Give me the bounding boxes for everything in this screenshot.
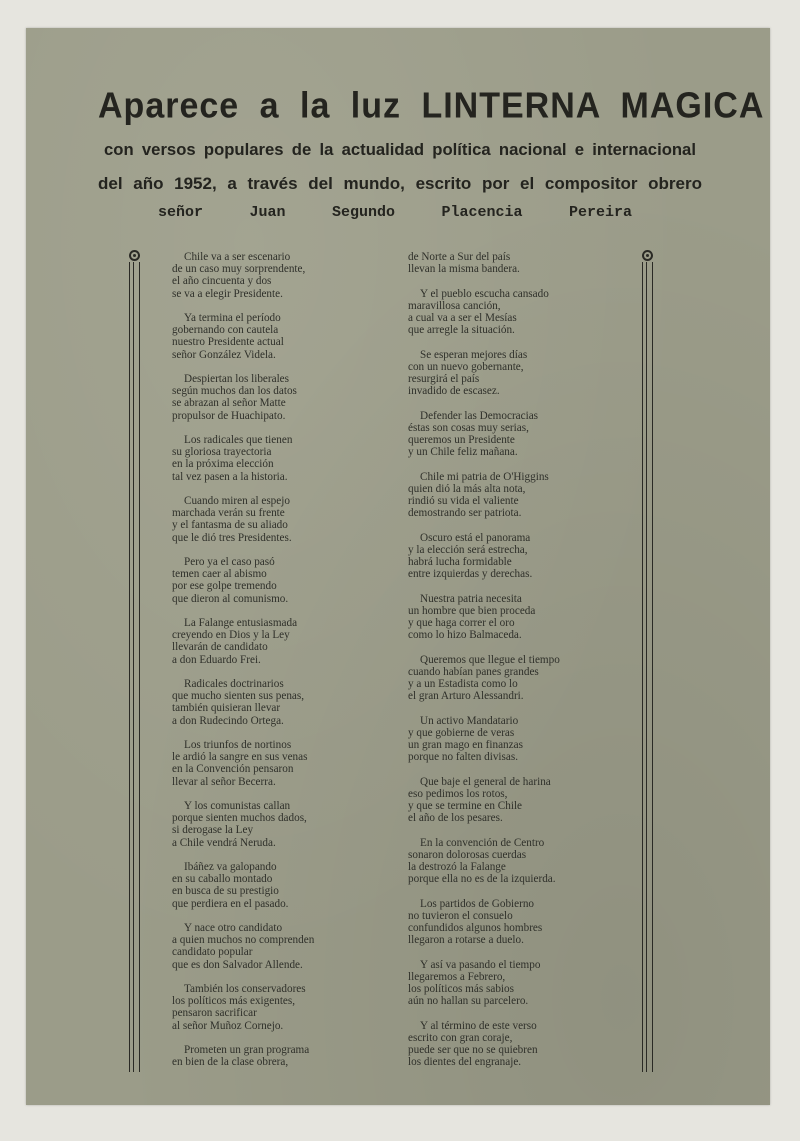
verse-line: creyendo en Dios y la Ley — [172, 629, 290, 642]
verse-line: Oscuro está el panorama — [420, 531, 531, 544]
verse-line: Y los comunistas callan — [184, 800, 291, 812]
stanza — [172, 800, 402, 849]
verse-column-left — [172, 251, 402, 1081]
verse-line: habrá lucha formidable — [408, 556, 512, 568]
stanza — [172, 983, 402, 1032]
stanza — [408, 898, 638, 947]
verse-line: entre izquierdas y derechas. — [408, 568, 533, 581]
stanza — [408, 654, 638, 703]
stanza — [408, 776, 638, 825]
verse-line: La Falange entusiasmada — [184, 617, 298, 629]
verse-line: a cual va a ser el Mesías — [408, 312, 517, 324]
verse-line: los políticos más sabios — [408, 983, 514, 995]
verse-line: escrito con gran coraje, — [408, 1031, 513, 1044]
verse-line: y a un Estadista como lo — [408, 678, 518, 690]
verse-line: porque sienten muchos dados, — [172, 812, 307, 825]
verse-line: cuando habían panes grandes — [408, 665, 539, 678]
verse-line: y que se termine en Chile — [408, 800, 523, 812]
verse-line: que perdiera en el pasado. — [172, 897, 289, 910]
verse-line: nuestro Presidente actual — [172, 336, 284, 349]
stanza — [172, 861, 402, 910]
verse-line: le ardió la sangre en sus venas — [172, 751, 308, 764]
verse-line: con un nuevo gobernante, — [408, 360, 524, 373]
verse-line: un hombre que bien proceda — [408, 604, 536, 617]
verse-line: según muchos dan los datos — [172, 385, 297, 398]
stanza — [408, 715, 638, 764]
verse-line: su gloriosa trayectoria — [172, 446, 272, 459]
stanza — [408, 959, 638, 1008]
verse-line: llevar al señor Becerra. — [172, 775, 276, 788]
stanza — [408, 251, 638, 275]
verse-line: llevarán de candidato — [172, 641, 268, 654]
verse-line: Ibáñez va galopando — [184, 861, 277, 873]
verse-line: a don Eduardo Frei. — [172, 653, 261, 666]
verse-line: que dieron al comunismo. — [172, 592, 289, 605]
verse-line: que es don Salvador Allende. — [172, 958, 303, 971]
stanza — [172, 434, 402, 483]
stanza — [408, 349, 638, 398]
verse-line: maravillosa canción, — [408, 299, 501, 312]
verse-line: Pero ya el caso pasó — [184, 556, 275, 568]
verse-line: porque ella no es de la izquierda. — [408, 873, 556, 886]
verse-line: Defender las Democracias — [420, 409, 539, 422]
verse-line: Que baje el general de harina — [420, 775, 551, 788]
verse-line: Se esperan mejores días — [420, 348, 528, 361]
verse-line: en la Convención pensaron — [172, 763, 294, 776]
verse-line: se va a elegir Presidente. — [172, 287, 283, 300]
verse-line: y un Chile feliz mañana. — [408, 446, 518, 459]
verse-line: Despiertan los liberales — [184, 373, 290, 385]
verse-line: Los radicales que tienen — [184, 434, 293, 446]
stanza — [172, 312, 402, 361]
stanza — [172, 678, 402, 727]
verse-line: llevan la misma bandera. — [408, 263, 520, 276]
verse-line: Y el pueblo escucha cansado — [420, 287, 549, 300]
verse-line: en su caballo montado — [172, 873, 273, 886]
verse-line: Chile mi patria de O'Higgins — [420, 470, 549, 483]
verse-line: Ya termina el período — [184, 312, 281, 324]
verse-line: que arregle la situación. — [408, 324, 515, 337]
verse-line: eso pedimos los rotos, — [408, 787, 508, 800]
verse-line: se abrazan al señor Matte — [172, 397, 286, 410]
verse-line: tal vez pasen a la historia. — [172, 470, 288, 483]
verse-line: confundidos algunos hombres — [408, 922, 543, 934]
stanza — [408, 288, 638, 337]
verse-line: en busca de su prestigio — [172, 885, 279, 898]
verse-column-right — [408, 251, 638, 1081]
verse-line: pensaron sacrificar — [172, 1007, 257, 1020]
verse-line: llegaron a rotarse a duelo. — [408, 934, 524, 947]
stanza — [172, 251, 402, 300]
ornament-right-icon — [642, 250, 653, 261]
verse-line: llegaremos a Febrero, — [408, 970, 506, 983]
stanza — [408, 837, 638, 886]
verse-line: También los conservadores — [184, 983, 306, 995]
verse-line: queremos un Presidente — [408, 434, 515, 446]
stanza — [172, 556, 402, 605]
stanza — [172, 922, 402, 971]
stanza — [408, 471, 638, 520]
verse-line: los dientes del engranaje. — [408, 1056, 522, 1069]
verse-line: Un activo Mandatario — [420, 714, 519, 727]
verse-line: que le dió tres Presidentes. — [172, 531, 292, 544]
verse-line: al señor Muñoz Cornejo. — [172, 1019, 284, 1032]
verse-line: Los triunfos de nortinos — [184, 739, 292, 751]
stanza — [408, 410, 638, 459]
verse-line: a don Rudecindo Ortega. — [172, 714, 284, 727]
stanza — [172, 739, 402, 788]
verse-line: y el fantasma de su aliado — [172, 519, 288, 532]
verse-line: temen caer al abismo — [172, 568, 267, 581]
verse-line: puede ser que no se quiebren — [408, 1044, 538, 1056]
verse-line: sonaron dolorosas cuerdas — [408, 848, 527, 861]
verse-line: Radicales doctrinarios — [184, 678, 284, 690]
verse-line: rindió su vida el valiente — [408, 495, 519, 507]
verse-line: y la elección será estrecha, — [408, 543, 528, 556]
verse-line: Nuestra patria necesita — [420, 592, 522, 605]
verse-line: Chile va a ser escenario — [184, 251, 291, 263]
verse-line: a Chile vendrá Neruda. — [172, 836, 276, 849]
left-vertical-rule — [129, 262, 140, 1072]
verse-line: aún no hallan su parcelero. — [408, 995, 529, 1008]
stanza — [172, 617, 402, 666]
verse-line: los políticos más exigentes, — [172, 995, 296, 1008]
stanza — [408, 1020, 638, 1069]
verse-line: Y así va pasando el tiempo — [420, 958, 541, 971]
verse-line: no tuvieron el consuelo — [408, 909, 513, 922]
verse-line: éstas son cosas muy serias, — [408, 421, 529, 434]
verse-line: demostrando ser patriota. — [408, 507, 522, 520]
right-vertical-rule — [642, 262, 653, 1072]
verse-line: de Norte a Sur del país — [408, 251, 511, 263]
verse-line: Y al término de este verso — [420, 1019, 537, 1032]
verse-line: marchada verán su frente — [172, 507, 285, 520]
stanza — [172, 1044, 402, 1068]
verse-line: el año cincuenta y dos — [172, 275, 272, 288]
verse-line: Cuando miren al espejo — [184, 495, 290, 507]
verse-line: en la próxima elección — [172, 458, 274, 471]
verse-line: también quisieran llevar — [172, 702, 281, 715]
author-line: señor Juan Segundo Placencia Pereira — [158, 204, 632, 221]
verse-line: si derogase la Ley — [172, 824, 254, 837]
verse-line: la destrozó la Falange — [408, 861, 506, 873]
verse-line: por ese golpe tremendo — [172, 580, 277, 593]
verse-line: de un caso muy sorprendente, — [172, 263, 306, 276]
verse-line: que mucho sienten sus penas, — [172, 690, 305, 703]
verse-line: Los partidos de Gobierno — [420, 897, 535, 910]
verse-line: y que gobierne de veras — [408, 726, 515, 739]
verse-line: gobernando con cautela — [172, 324, 279, 337]
verse-line: propulsor de Huachipato. — [172, 409, 286, 422]
verse-line: y que haga correr el oro — [408, 617, 515, 629]
verse-line: a quien muchos no comprenden — [172, 934, 315, 947]
verse-line: invadido de escasez. — [408, 385, 500, 398]
verse-line: Prometen un gran programa — [184, 1044, 310, 1056]
stanza — [408, 593, 638, 642]
stanza — [172, 495, 402, 544]
verse-line: candidato popular — [172, 946, 253, 959]
subtitle-line-1: con versos populares de la actualidad política nacional e internacional — [104, 140, 696, 159]
stanza — [172, 373, 402, 422]
ornament-left-icon — [129, 250, 140, 261]
verse-line: Y nace otro candidato — [184, 922, 283, 934]
verse-line: un gran mago en finanzas — [408, 739, 523, 751]
headline-title: Aparece a la luz LINTERNA MAGICA — [98, 86, 765, 126]
verse-line: En la convención de Centro — [420, 836, 545, 849]
verse-line: resurgirá el país — [408, 373, 480, 385]
verse-line: como lo hizo Balmaceda. — [408, 629, 522, 642]
stanza — [408, 532, 638, 581]
verse-line: quien dió la más alta nota, — [408, 482, 526, 495]
verse-line: el gran Arturo Alessandri. — [408, 690, 524, 703]
verse-line: Queremos que llegue el tiempo — [420, 653, 560, 666]
verse-line: el año de los pesares. — [408, 812, 503, 825]
verse-line: porque no falten divisas. — [408, 751, 518, 764]
verse-line: en bien de la clase obrera, — [172, 1056, 289, 1069]
subtitle-line-2: del año 1952, a través del mundo, escrito por el compositor obrero — [98, 174, 702, 193]
verse-line: señor González Videla. — [172, 348, 276, 361]
